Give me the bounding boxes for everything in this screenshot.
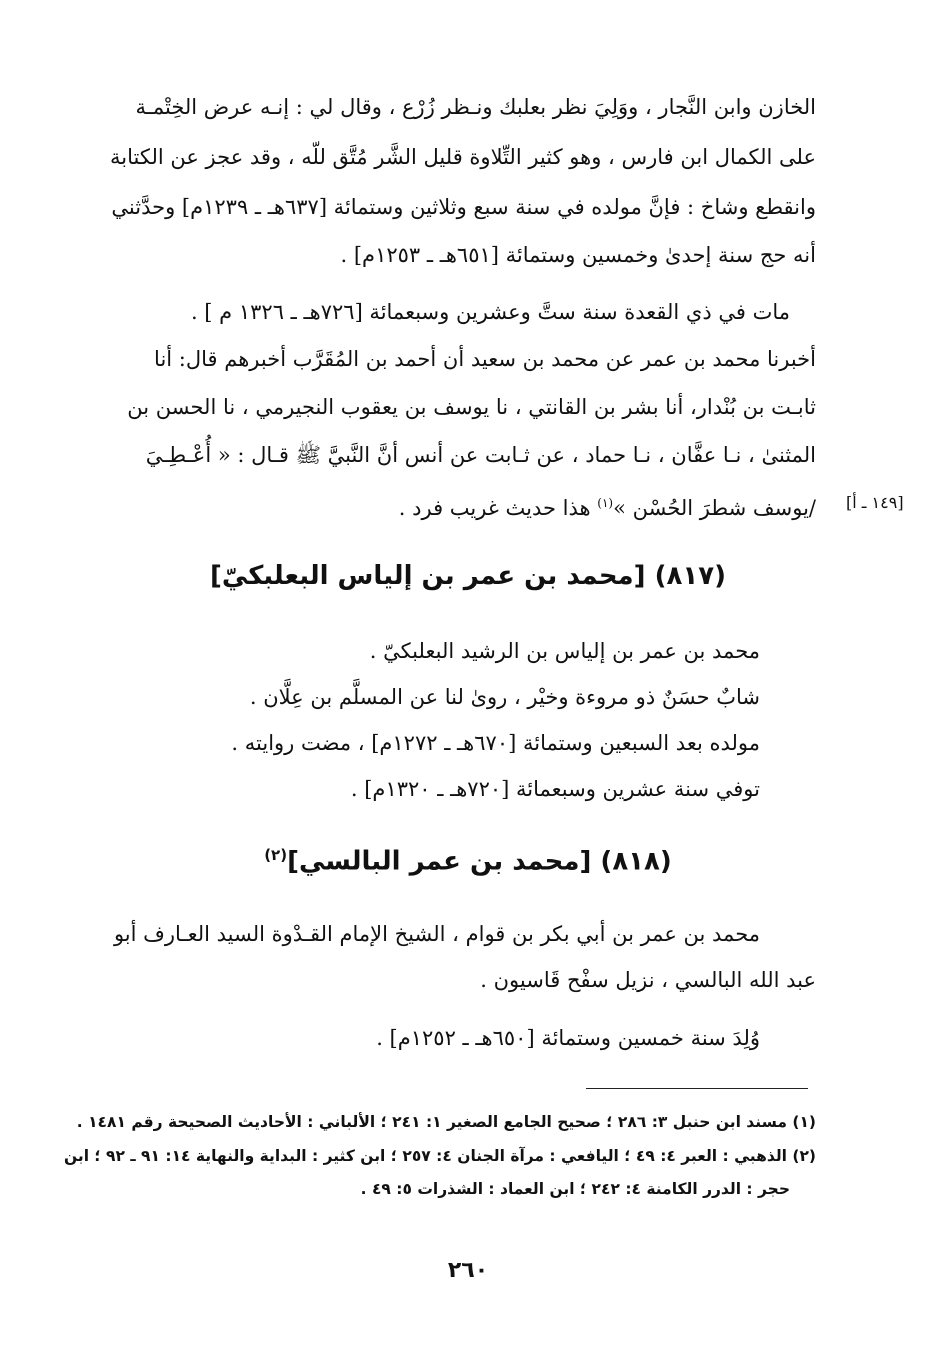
hadith-grade: هذا حديث غريب فرد . bbox=[398, 496, 591, 520]
isnad-line: أخبرنا محمد بن عمر عن محمد بن سعيد أن أحمد بن المُقَرَّب أخبرهم قال: أنا bbox=[154, 347, 816, 371]
text-line: توفي سنة عشرين وسبعمائة [٧٢٠هـ ـ ١٣٢٠م] . bbox=[350, 777, 760, 801]
manuscript-folio-note: [١٤٩ ـ أ] bbox=[846, 493, 904, 512]
hadith-text: /يوسف شطرَ الحُسْن » bbox=[613, 496, 816, 520]
footnote-1: (١) مسند ابن حنبل ٣: ٢٨٦ ؛ صحيح الجامع الصغير ١: ٢٤١ ؛ الألباني : الأحاديث الصحيحة رقم ١٤٨١ . bbox=[76, 1113, 816, 1131]
isnad-line: ثابـت بن بُنْدار، أنا بشر بن القانتي ، نا يوسف بن يعقوب النجيرمي ، نا الحسن بن bbox=[127, 395, 816, 419]
text-line: أنه حج سنة إحدىٰ وخمسين وستمائة [٦٥١هـ ـ ١٢٥٣م] . bbox=[340, 243, 816, 267]
page-number: ٢٦٠ bbox=[447, 1258, 489, 1283]
footnote-ref-1: (١) bbox=[597, 496, 614, 510]
hadith-line bbox=[380, 488, 816, 522]
text-line: الخازن وابن النَّجار ، ووَلِيَ نظر بعلبك ونـظر زُرْع ، وقال لي : إنـه عرض الخِتْمـة bbox=[135, 95, 816, 119]
isnad-line: المثنىٰ ، نـا عفَّان ، نـا حماد ، عن ثـابت عن أنس أنَّ النَّبيَّ ﷺ قـال : « أُعْـطِـيَ bbox=[145, 443, 816, 467]
text-line: محمد بن عمر بن أبي بكر بن قوام ، الشيخ الإمام القـدْوة السيد العـارف أبو bbox=[113, 922, 760, 946]
entry-heading-818-text: (٨١٨) [محمد بن عمر البالسي] bbox=[287, 846, 672, 877]
text-line: عبد الله البالسي ، نزيل سفْح قَاسيون . bbox=[480, 968, 816, 992]
text-line: مولده بعد السبعين وستمائة [٦٧٠هـ ـ ١٢٧٢م] ، مضت روايته . bbox=[231, 731, 760, 755]
text-line: محمد بن عمر بن إلياس بن الرشيد البعلبكيّ . bbox=[369, 639, 760, 663]
text-line: شابٌ حسَنٌ ذو مروءة وخيْر ، روىٰ لنا عن المسلَّم بن عِلَّان . bbox=[249, 685, 760, 709]
death-date-line: مات في ذي القعدة سنة ستَّ وعشرين وسبعمائة [٧٢٦هـ ـ ١٣٢٦ م ] . bbox=[190, 300, 790, 324]
text-line: وانقطع وشاخ : فإنَّ مولده في سنة سبع وثلاثين وستمائة [٦٣٧هـ ـ ١٢٣٩م] وحدَّثني bbox=[111, 195, 816, 219]
text-line: وُلِدَ سنة خمسين وستمائة [٦٥٠هـ ـ ١٢٥٢م] . bbox=[376, 1026, 760, 1050]
entry-heading-817: (٨١٧) [محمد بن عمر بن إلياس البعلبكيّ] bbox=[210, 561, 726, 591]
entry-heading-818 bbox=[0, 835, 936, 882]
footnote-ref-2: (٢) bbox=[264, 846, 288, 864]
text-line: على الكمال ابن فارس ، وهو كثير التِّلاوة قليل الشَّر مُتَّق للّه ، وقد عجز عن الكتابة bbox=[110, 145, 816, 169]
footnote-2: (٢) الذهبي : العبر ٤: ٤٩ ؛ اليافعي : مرآة الجنان ٤: ٢٥٧ ؛ ابن كثير : البداية والنهاية ١٤: ٩١ ـ ٩٢ ؛ ابن bbox=[63, 1147, 816, 1165]
footnote-separator bbox=[586, 1088, 808, 1089]
footnote-2-cont: حجر : الدرر الكامنة ٤: ٢٤٢ ؛ ابن العماد : الشذرات ٥: ٤٩ . bbox=[360, 1180, 790, 1198]
